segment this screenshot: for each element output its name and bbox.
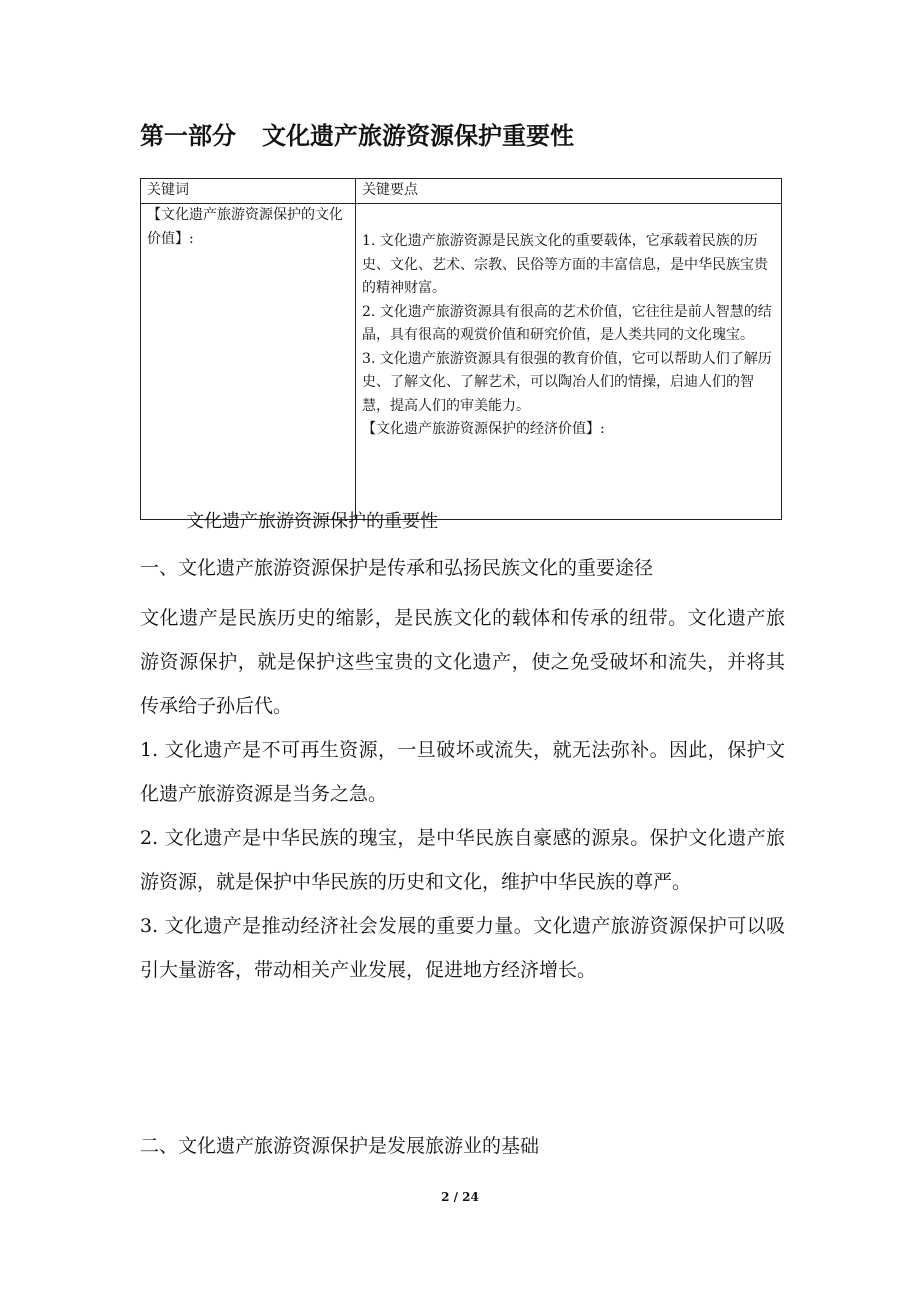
section-1-body [140,596,785,992]
table-header-keyword: 关键词 [141,179,356,204]
key-point-economic: 【文化遗产旅游资源保护的经济价值】: [362,421,605,437]
key-point-2: 2. 文化遗产旅游资源具有很高的艺术价值，它往往是前人智慧的结晶，具有很高的观赏价值和研究价值，是人类共同的文化瑰宝。 [362,303,772,343]
table-row [141,204,782,520]
key-point-1: 1. 文化遗产旅游资源是民族文化的重要载体，它承载着民族的历史、文化、艺术、宗教、民俗等方面的丰富信息，是中华民族宝贵的精神财富。 [362,233,768,296]
page-number: 2 / 24 [441,1190,479,1204]
page-heading [140,118,574,154]
paragraph: 1. 文化遗产是不可再生资源，一旦破坏或流失，就无法弥补。因此，保护文化遗产旅游资源是当务之急。 [140,739,785,805]
section-2-title: 二、文化遗产旅游资源保护是发展旅游业的基础 [140,1135,540,1157]
table-cell-points [356,204,782,520]
heading-title: 文化遗产旅游资源保护重要性 [262,122,574,150]
paragraph: 文化遗产是民族历史的缩影，是民族文化的载体和传承的纽带。文化遗产旅游资源保护，就是保护这些宝贵的文化遗产，使之免受破坏和流失，并将其传承给子孙后代。 [140,607,785,717]
paragraph: 3. 文化遗产是推动经济社会发展的重要力量。文化遗产旅游资源保护可以吸引大量游客，带动相关产业发展，促进地方经济增长。 [140,915,785,981]
table-header-points: 关键要点 [356,179,782,204]
paragraph: 2. 文化遗产是中华民族的瑰宝，是中华民族自豪感的源泉。保护文化遗产旅游资源，就是保护中华民族的历史和文化，维护中华民族的尊严。 [140,827,785,893]
keyword-table [140,178,782,520]
table-cell-keyword: 【文化遗产旅游资源保护的文化价值】: [141,204,356,520]
key-point-3: 3. 文化遗产旅游资源具有很强的教育价值，它可以帮助人们了解历史、了解文化、了解艺术，可以陶冶人们的情操，启迪人们的智慧，提高人们的审美能力。 [362,350,772,414]
section-1-title: 一、文化遗产旅游资源保护是传承和弘扬民族文化的重要途径 [140,557,654,579]
heading-part: 第一部分 [140,122,236,150]
table-header-row [141,179,782,204]
section-subtitle: 文化遗产旅游资源保护的重要性 [186,511,438,532]
